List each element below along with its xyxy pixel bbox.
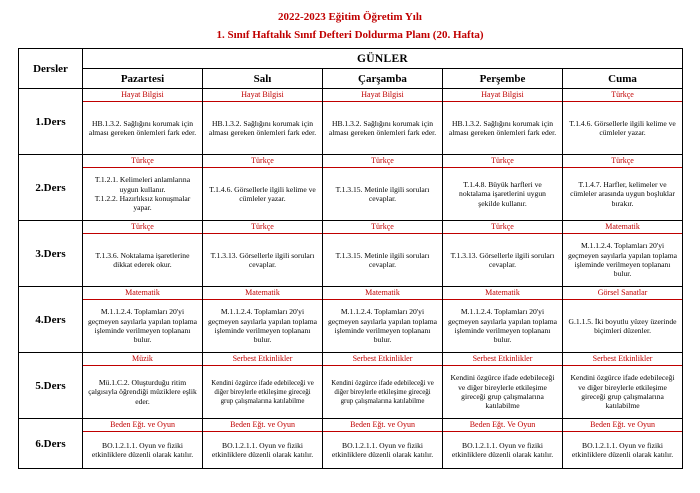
objective-line: Kendini özgürce ifade edebileceği ve diğer bireylerle etkileşime gireceği grup çalışmalarına katılabilme	[570, 373, 675, 411]
objective-line: BO.1.2.1.1. Oyun ve fiziki etkinliklere düzenli olarak katılır.	[91, 440, 194, 459]
lesson-cell	[83, 353, 203, 419]
objective-text	[83, 300, 202, 352]
objective-line: T.1.4.8. Büyük harfleri ve noktalama işaretlerini uygun şekilde kullanır.	[459, 179, 546, 208]
objective-text	[443, 234, 562, 286]
subject-label: Matematik	[443, 287, 562, 300]
objective-text	[323, 300, 442, 352]
lesson-cell	[323, 353, 443, 419]
subject-label: Türkçe	[203, 221, 322, 234]
lesson-label: 5.Ders	[19, 353, 83, 419]
subject-label: Beden Eğt. Ve Oyun	[443, 419, 562, 432]
subject-label: Serbest Etkinlikler	[203, 353, 322, 366]
lesson-cell	[563, 353, 683, 419]
subject-label: Türkçe	[563, 155, 682, 168]
day-header: Cuma	[563, 69, 683, 89]
subject-label: Türkçe	[323, 221, 442, 234]
objective-line: Kendini özgürce ifade edebileceği ve diğer bireylerle etkileşime gireceği grup çalışmalarına katılabilme	[211, 379, 314, 405]
objective-line: BO.1.2.1.1. Oyun ve fiziki etkinliklere düzenli olarak katılır.	[571, 440, 674, 459]
lesson-cell	[563, 155, 683, 221]
objective-text	[83, 168, 202, 220]
subject-label: Hayat Bilgisi	[83, 89, 202, 102]
lesson-cell	[443, 353, 563, 419]
objective-text	[563, 102, 682, 154]
objective-line: M.1.1.2.4. Toplamları 20'yi geçmeyen sayılarla yapılan toplama işleminde verilmeyen toplananı bulur.	[88, 307, 198, 345]
plan-body	[19, 89, 683, 469]
lesson-label: 3.Ders	[19, 221, 83, 287]
objective-text	[563, 168, 682, 220]
objective-text	[203, 168, 322, 220]
objective-text	[83, 234, 202, 286]
subject-label: Görsel Sanatlar	[563, 287, 682, 300]
objective-line: HB.1.3.2. Sağlığını korumak için alması gereken önlemleri fark eder.	[88, 118, 197, 137]
objective-text	[443, 300, 562, 352]
subject-label: Hayat Bilgisi	[323, 89, 442, 102]
header-row	[19, 49, 683, 69]
lesson-cell	[203, 353, 323, 419]
objective-text	[323, 234, 442, 286]
subject-label: Türkçe	[563, 89, 682, 102]
subject-label: Türkçe	[203, 155, 322, 168]
lesson-cell	[83, 287, 203, 353]
objective-line: Kendini özgürce ifade edebileceği ve diğer bireylerle etkileşime gireceği grup çalışmalarına katılabilme	[331, 379, 434, 405]
lesson-cell	[443, 419, 563, 469]
lesson-row	[19, 89, 683, 155]
lesson-cell	[203, 287, 323, 353]
objective-line: HB.1.3.2. Sağlığını korumak için alması gereken önlemleri fark eder.	[328, 118, 437, 137]
lesson-label: 2.Ders	[19, 155, 83, 221]
objective-text	[203, 102, 322, 154]
subject-label: Serbest Etkinlikler	[563, 353, 682, 366]
lesson-cell	[323, 221, 443, 287]
lesson-row	[19, 287, 683, 353]
objective-text	[203, 234, 322, 286]
lesson-cell	[443, 155, 563, 221]
objective-line: Mü.1.C.2. Oluşturduğu ritim çalgısıyla öğrendiği müziklere eşlik eder.	[88, 377, 197, 406]
lesson-row	[19, 419, 683, 469]
subject-label: Matematik	[83, 287, 202, 300]
objective-text	[323, 168, 442, 220]
objective-text	[563, 366, 682, 418]
lesson-cell	[203, 89, 323, 155]
lesson-cell	[83, 89, 203, 155]
objective-line: T.1.4.7. Harfler, kelimeler ve cümleler arasında uygun boşluklar bırakır.	[570, 179, 675, 208]
objective-line: M.1.1.2.4. Toplamları 20'yi geçmeyen sayılarla yapılan toplama işleminde verilmeyen toplananı bulur.	[208, 307, 318, 345]
lesson-cell	[323, 287, 443, 353]
objective-text	[563, 234, 682, 286]
objective-text	[203, 300, 322, 352]
objective-line: T.1.2.2. Hazırlıksız konuşmalar yapar.	[94, 194, 191, 213]
lesson-cell	[563, 287, 683, 353]
subject-label: Serbest Etkinlikler	[443, 353, 562, 366]
objective-text	[443, 168, 562, 220]
subject-label: Beden Eğt. ve Oyun	[563, 419, 682, 432]
subject-label: Türkçe	[443, 155, 562, 168]
day-header: Çarşamba	[323, 69, 443, 89]
subject-label: Türkçe	[443, 221, 562, 234]
subject-label: Matematik	[563, 221, 682, 234]
day-header: Perşembe	[443, 69, 563, 89]
lesson-label: 6.Ders	[19, 419, 83, 469]
objective-text	[203, 432, 322, 468]
lesson-row	[19, 155, 683, 221]
objective-line: HB.1.3.2. Sağlığını korumak için alması gereken önlemleri fark eder.	[208, 118, 317, 137]
subject-label: Müzik	[83, 353, 202, 366]
lesson-cell	[83, 155, 203, 221]
objective-line: M.1.1.2.4. Toplamları 20'yi geçmeyen sayılarla yapılan toplama işleminde verilmeyen toplananı bulur.	[328, 307, 438, 345]
objective-text	[323, 366, 442, 418]
objective-text	[83, 366, 202, 418]
lesson-cell	[83, 419, 203, 469]
page-subtitle: 1. Sınıf Haftalık Sınıf Defteri Doldurma Planı (20. Hafta)	[216, 29, 484, 41]
day-header: Salı	[203, 69, 323, 89]
dersler-header: Dersler	[19, 49, 83, 89]
objective-line: Kendini özgürce ifade edebileceği ve diğer bireylerle etkileşime gireceği grup çalışmalarına katılabilme	[450, 373, 555, 411]
objective-text	[443, 432, 562, 468]
objective-line: T.1.3.15. Metinle ilgili soruları cevaplar.	[335, 250, 430, 269]
subject-label: Türkçe	[323, 155, 442, 168]
objective-line: HB.1.3.2. Sağlığını korumak için alması gereken önlemleri fark eder.	[448, 118, 557, 137]
subject-label: Beden Eğt. ve Oyun	[83, 419, 202, 432]
lesson-cell	[443, 287, 563, 353]
objective-line: BO.1.2.1.1. Oyun ve fiziki etkinliklere düzenli olarak katılır.	[451, 440, 554, 459]
weekly-plan-table	[18, 48, 683, 469]
objective-line: T.1.3.13. Görsellerle ilgili soruları cevaplar.	[210, 250, 315, 269]
days-row	[19, 69, 683, 89]
objective-line: T.1.3.6. Noktalama işaretlerine dikkat ederek okur.	[95, 250, 190, 269]
objective-text	[563, 432, 682, 468]
lesson-cell	[203, 155, 323, 221]
subject-label: Türkçe	[83, 221, 202, 234]
objective-line: T.1.4.6. Görsellerle ilgili kelime ve cümleler yazar.	[209, 184, 316, 203]
subject-label: Beden Eğt. ve Oyun	[203, 419, 322, 432]
lesson-cell	[443, 89, 563, 155]
lesson-cell	[83, 221, 203, 287]
lesson-row	[19, 353, 683, 419]
objective-line: BO.1.2.1.1. Oyun ve fiziki etkinliklere düzenli olarak katılır.	[211, 440, 314, 459]
lesson-cell	[563, 419, 683, 469]
subject-label: Hayat Bilgisi	[443, 89, 562, 102]
objective-line: M.1.1.2.4. Toplamları 20'yi geçmeyen sayılarla yapılan toplama işleminde verilmeyen toplananı bulur.	[568, 241, 678, 279]
objective-text	[83, 432, 202, 468]
lesson-row	[19, 221, 683, 287]
lesson-cell	[203, 221, 323, 287]
objective-text	[443, 102, 562, 154]
subject-label: Matematik	[203, 287, 322, 300]
lesson-cell	[203, 419, 323, 469]
subject-label: Matematik	[323, 287, 442, 300]
objective-text	[83, 102, 202, 154]
objective-line: T.1.3.15. Metinle ilgili soruları cevaplar.	[335, 184, 430, 203]
objective-text	[323, 102, 442, 154]
objective-text	[203, 366, 322, 418]
subject-label: Türkçe	[83, 155, 202, 168]
lesson-cell	[563, 89, 683, 155]
objective-line: T.1.2.1. Kelimeleri anlamlarına uygun kullanır.	[94, 175, 191, 194]
objective-line: BO.1.2.1.1. Oyun ve fiziki etkinliklere düzenli olarak katılır.	[331, 440, 434, 459]
day-header: Pazartesi	[83, 69, 203, 89]
objective-text	[443, 366, 562, 418]
lesson-cell	[323, 89, 443, 155]
lesson-label: 4.Ders	[19, 287, 83, 353]
page-title: 2022-2023 Eğitim Öğretim Yılı	[278, 11, 422, 23]
objective-line: M.1.1.2.4. Toplamları 20'yi geçmeyen sayılarla yapılan toplama işleminde verilmeyen toplananı bulur.	[448, 307, 558, 345]
objective-line: G.1.1.5. İki boyutlu yüzey üzerinde biçimleri düzenler.	[568, 316, 677, 335]
subject-label: Hayat Bilgisi	[203, 89, 322, 102]
objective-text	[323, 432, 442, 468]
lesson-cell	[323, 155, 443, 221]
lesson-label: 1.Ders	[19, 89, 83, 155]
lesson-cell	[323, 419, 443, 469]
objective-line: T.1.3.13. Görsellerle ilgili soruları cevaplar.	[450, 250, 555, 269]
objective-text	[563, 300, 682, 352]
lesson-cell	[443, 221, 563, 287]
lesson-cell	[563, 221, 683, 287]
subject-label: Serbest Etkinlikler	[323, 353, 442, 366]
objective-line: T.1.4.6. Görsellerle ilgili kelime ve cümleler yazar.	[569, 118, 676, 137]
gunler-header: GÜNLER	[83, 49, 683, 69]
subject-label: Beden Eğt. ve Oyun	[323, 419, 442, 432]
